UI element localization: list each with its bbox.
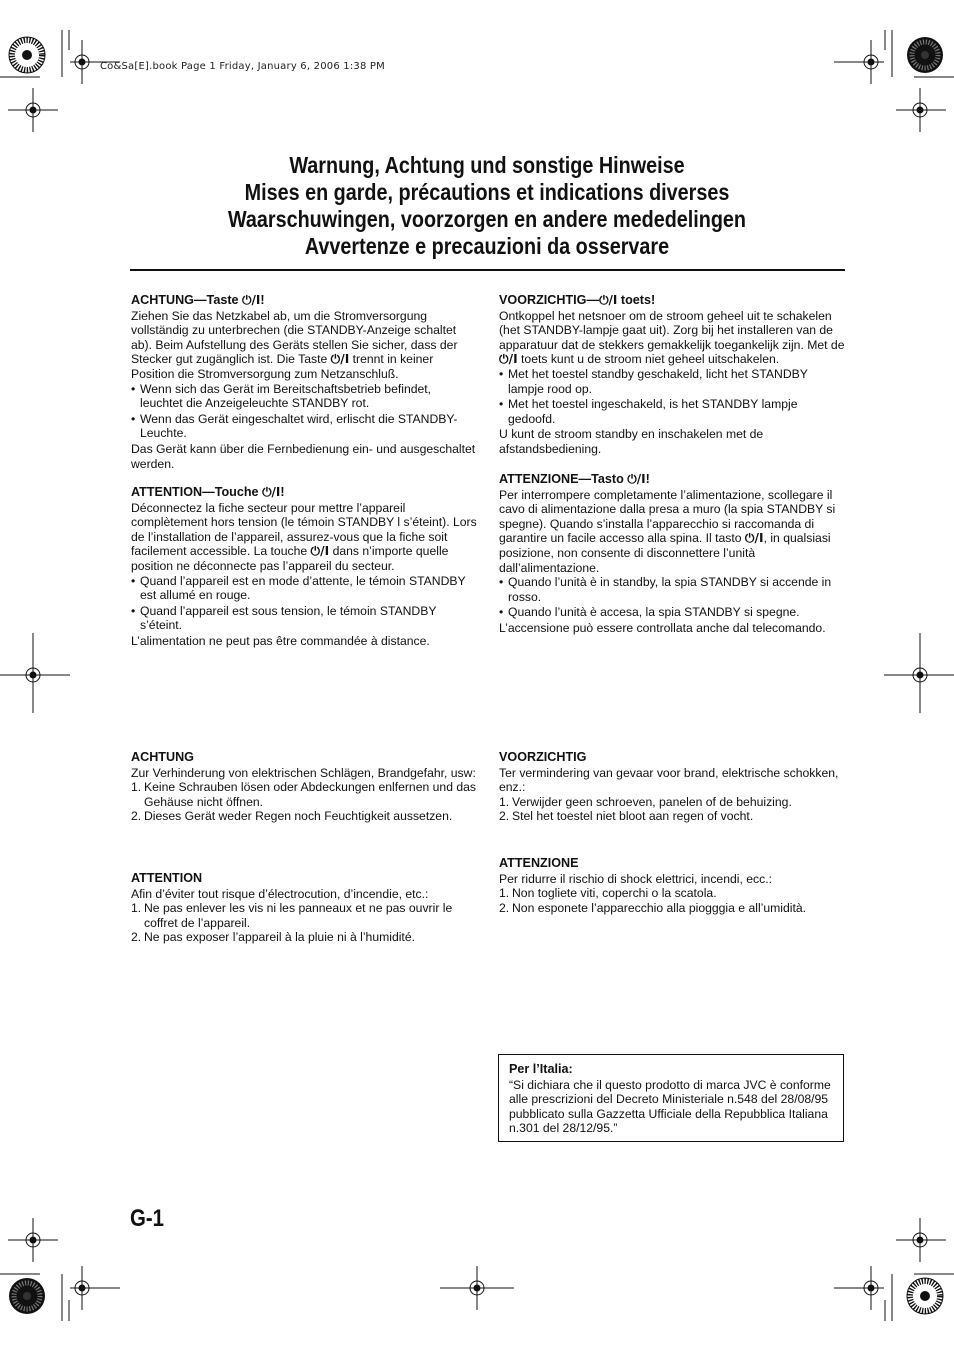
section-attention-touche bbox=[131, 485, 477, 649]
title-french: Mises en garde, précautions et indications diverses bbox=[244, 179, 730, 205]
list-item: 1. Non togliete viti, coperchi o la scatola. bbox=[499, 886, 717, 901]
numbered-list bbox=[131, 780, 477, 824]
section-tail: U kunt de stroom standby en inschakelen met de afstandsbediening. bbox=[499, 427, 764, 456]
section-attention bbox=[131, 871, 477, 945]
power-symbol: ⏻/I bbox=[310, 544, 330, 559]
registration-rosette-bottom-right bbox=[907, 1278, 943, 1314]
list-item: • Quand l’appareil est sous tension, le témoin STANDBY s’éteint. bbox=[131, 604, 477, 633]
power-symbol: ⏻/I bbox=[599, 293, 618, 307]
section-title: ACHTUNG bbox=[131, 750, 194, 764]
bullet-list bbox=[499, 575, 845, 620]
italia-text: “Si dichiara che il questo prodotto di marca JVC è conforme alle prescrizioni del Decreto Ministeriale n.548 del 28/08/95 pubblicato sulla Gazzetta Ufficiale della Repubblica Italiana n.301 del 28/12/95.” bbox=[509, 1077, 831, 1136]
title-italian: Avvertenze e precauzioni da osservare bbox=[304, 233, 670, 259]
section-attenzione-tasto bbox=[499, 472, 845, 636]
section-body: Per interrompere completamente l’alimentazione, scollegare il cavo di alimentazione dalla presa a muro (la spia STANDBY si spegne). Quando s’installa l’apparecchio si raccomanda di garantire un facile accesso alla spina. Il tasto ⏻/I, in qualsiasi posizione, non consente di disconnettere l’unità dall’alimentazione. bbox=[499, 487, 836, 575]
numbered-list bbox=[499, 886, 845, 915]
print-header: Co&Sa[E].book Page 1 Friday, January 6, 2006 1:38 PM bbox=[100, 61, 385, 72]
section-attenzione bbox=[499, 856, 845, 915]
list-item: 2. Stel het toestel niet bloot aan regen of vocht. bbox=[499, 809, 754, 824]
numbered-list bbox=[131, 901, 477, 945]
list-item: • Quand l’appareil est en mode d’attente, le témoin STANDBY est allumé en rouge. bbox=[131, 574, 477, 603]
list-item: 2. Dieses Gerät weder Regen noch Feuchtigkeit aussetzen. bbox=[131, 809, 453, 824]
section-intro: Zur Verhinderung von elektrischen Schlägen, Brandgefahr, usw: bbox=[131, 765, 476, 780]
title-rule bbox=[130, 269, 845, 271]
list-item: 1. Verwijder geen schroeven, panelen of de behuizing. bbox=[499, 794, 792, 809]
numbered-list bbox=[499, 795, 845, 824]
section-tail: L’accensione può essere controllata anche dal telecomando. bbox=[499, 620, 826, 635]
list-item: • Met het toestel standby geschakeld, licht het STANDBY lampje rood op. bbox=[499, 367, 845, 396]
list-item: • Wenn das Gerät eingeschaltet wird, erlischt die STANDBY-Leuchte. bbox=[131, 412, 477, 441]
page-title-block bbox=[180, 152, 794, 260]
italia-title: Per l’Italia: bbox=[509, 1062, 573, 1076]
registration-rosette-bottom-left bbox=[9, 1278, 45, 1314]
section-tail: L’alimentation ne peut pas être commandée à distance. bbox=[131, 633, 430, 648]
bullet-list bbox=[131, 574, 477, 633]
list-item: 2. Non esponete l’apparecchio alla piogggia e all’umidità. bbox=[499, 900, 807, 915]
section-intro: Ter vermindering van gevaar voor brand, elektrische schokken, enz.: bbox=[499, 765, 839, 795]
list-item: • Met het toestel ingeschakeld, is het STANDBY lampje gedoofd. bbox=[499, 397, 845, 426]
registration-rosette-top-right bbox=[907, 37, 943, 73]
list-item: 1. Ne pas enlever les vis ni les panneaux et ne pas ouvrir le coffret de l’appareil. bbox=[131, 901, 453, 930]
section-title: ATTENTION bbox=[131, 871, 203, 885]
power-symbol: ⏻/I bbox=[744, 531, 764, 546]
list-item: • Quando l’unità è accesa, la spia STANDBY si spegne. bbox=[499, 605, 845, 620]
power-symbol: ⏻/I bbox=[262, 485, 281, 499]
registration-rosette-top-left bbox=[9, 37, 45, 73]
list-item: • Quando l’unità è in standby, la spia STANDBY si accende in rosso. bbox=[499, 575, 845, 604]
section-intro: Afin d’éviter tout risque d’électrocution, d’incendie, etc.: bbox=[131, 886, 429, 901]
section-achtung bbox=[131, 750, 477, 824]
section-tail: Das Gerät kann über die Fernbedienung ein- und ausgeschaltet werden. bbox=[131, 441, 476, 471]
section-intro: Per ridurre il rischio di shock elettrici, incendi, ecc.: bbox=[499, 871, 772, 886]
power-symbol: ⏻/I bbox=[330, 352, 350, 367]
section-body: Ontkoppel het netsnoer om de stroom geheel uit te schakelen (het STANDBY-lampje gaat uit). Zorg bij het installeren van de apparatuur dat de stekkers gemakkelijk toegankelijk zijn. Met de ⏻/I toets kunt u de stroom niet geheel uitschakelen. bbox=[499, 308, 845, 367]
section-title: VOORZICHTIG—⏻/I toets! bbox=[499, 293, 656, 307]
italia-notice-box bbox=[498, 1054, 844, 1142]
power-symbol: ⏻/I bbox=[627, 472, 646, 486]
section-body: Déconnectez la fiche secteur pour mettre l’appareil complètement hors tension (le témoin STANDBY l s’éteint). Lors de l’installation de l’appareil, assurez-vous que la fiche soit facilement accessible. La touche ⏻/I dans n’importe quelle position ne déconnecte pas l’appareil du secteur. bbox=[131, 500, 477, 573]
section-title: ATTENTION—Touche ⏻/I! bbox=[131, 485, 285, 499]
power-symbol: ⏻/I bbox=[499, 352, 518, 367]
section-title: ATTENZIONE—Tasto ⏻/I! bbox=[499, 472, 650, 486]
power-symbol: ⏻/I bbox=[242, 293, 261, 307]
section-voorzichtig bbox=[499, 750, 845, 824]
section-achtung-taste bbox=[131, 293, 477, 471]
section-title: ACHTUNG—Taste ⏻/I! bbox=[131, 293, 265, 307]
bullet-list bbox=[131, 382, 477, 441]
list-item: • Wenn sich das Gerät im Bereitschaftsbetrieb befindet, leuchtet die Anzeigeleuchte STANDBY rot. bbox=[131, 382, 477, 411]
section-title: ATTENZIONE bbox=[499, 856, 579, 870]
title-german: Warnung, Achtung und sonstige Hinweise bbox=[289, 152, 685, 178]
list-item: 2. Ne pas exposer l’appareil à la pluie ni à l’humidité. bbox=[131, 930, 415, 945]
section-body: Ziehen Sie das Netzkabel ab, um die Stromversorgung vollständig zu unterbrechen (die STANDBY-Anzeige schaltet ab). Beim Aufstellung des Geräts stellen Sie sicher, dass der Stecker gut zugänglich ist. Die Taste ⏻/I trennt in keiner Position die Stromversorgung zum Netzanschluß. bbox=[131, 308, 458, 381]
page-number: G-1 bbox=[130, 1205, 165, 1232]
title-dutch: Waarschuwingen, voorzorgen en andere mededelingen bbox=[227, 206, 747, 232]
list-item: 1. Keine Schrauben lösen oder Abdeckungen enlfernen und das Gehäuse nicht öffnen. bbox=[131, 780, 477, 809]
section-voorzichtig-toets bbox=[499, 293, 845, 457]
section-title: VOORZICHTIG bbox=[499, 750, 587, 764]
bullet-list bbox=[499, 367, 845, 426]
